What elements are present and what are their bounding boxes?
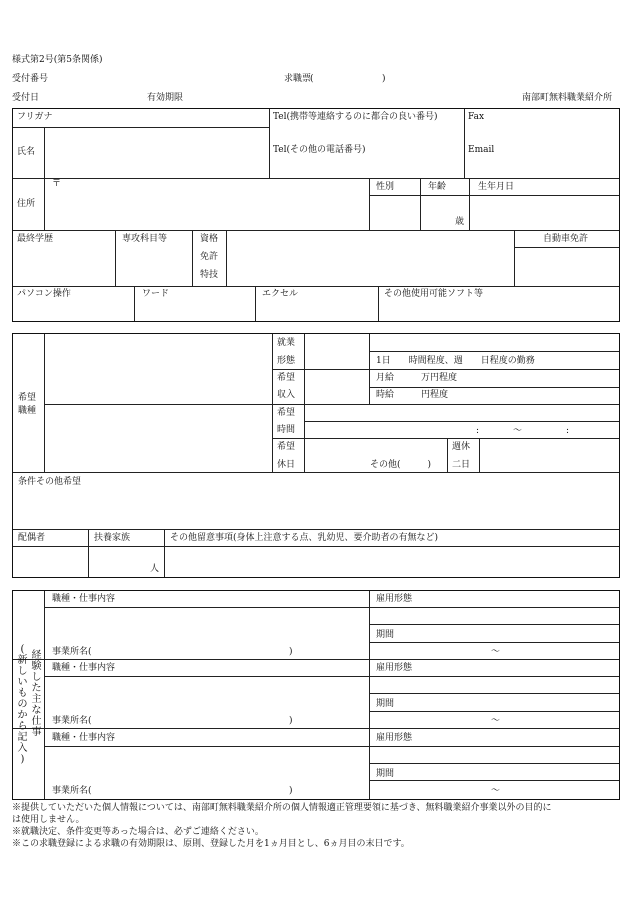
excel-label: エクセル: [262, 289, 299, 299]
form-number: 様式第2号(第5条関係): [12, 55, 103, 65]
dependents-label: 扶養家族: [94, 533, 131, 543]
job-slip-label: 求職票: [284, 74, 312, 84]
receipt-number-label: 受付番号: [12, 74, 49, 84]
education-label: 最終学歴: [17, 234, 54, 244]
company-close: ): [289, 786, 293, 796]
paren-open: (: [310, 74, 314, 84]
company-close: ): [289, 716, 293, 726]
spouse-label: 配偶者: [18, 533, 46, 543]
period-tilde: 〜: [491, 786, 501, 796]
gender-label: 性別: [376, 182, 395, 192]
income-label-2: 収入: [277, 390, 296, 400]
time-colon-2: :: [566, 426, 570, 436]
work-history-side-label-1: ( 新 し い も の か ら 記 入 ): [17, 644, 28, 765]
holiday-other-text: その他( ): [370, 460, 432, 470]
expiry-label: 有効期限: [147, 93, 184, 103]
notes-label: その他留意事項(身体上注意する点、乳幼児、要介助者の有無など): [170, 533, 439, 543]
dependents-unit: 人: [150, 564, 160, 574]
company-label: 事業所名(: [52, 786, 92, 796]
office-name: 南部町無料職業紹介所: [522, 93, 613, 103]
skill-label: 特技: [200, 270, 219, 280]
furigana-label: フリガナ: [17, 112, 53, 122]
privacy-note-line2: は使用しません。: [12, 815, 85, 825]
other-software-label: その他使用可能ソフト等: [384, 289, 484, 299]
period-tilde: 〜: [491, 716, 501, 726]
desired-job-label-1: 希望: [18, 393, 37, 403]
company-label: 事業所名(: [52, 716, 92, 726]
time-tilde: 〜: [513, 426, 523, 436]
tel-contact-label: Tel(携帯等連絡するのに都合の良い番号): [273, 112, 438, 122]
work-days-text: 1日 時間程度、週 日程度の勤務: [376, 356, 535, 366]
income-label-1: 希望: [277, 373, 296, 383]
major-label: 専攻科目等: [122, 234, 168, 244]
age-unit: 歳: [455, 217, 465, 227]
postal-mark: 〒: [52, 179, 62, 189]
hours-label-2: 時間: [277, 425, 296, 435]
other-conditions-label: 条件その他希望: [18, 477, 82, 487]
hours-label-1: 希望: [277, 408, 296, 418]
desired-job-label-2: 職種: [18, 406, 37, 416]
employment-type-label: 雇用形態: [376, 663, 413, 673]
fax-label: Fax: [468, 112, 485, 122]
driver-license-label: 自動車免許: [543, 234, 589, 244]
job-content-label: 職種・仕事内容: [52, 733, 116, 743]
time-colon-1: :: [476, 426, 480, 436]
tel-other-label: Tel(その他の電話番号): [273, 145, 366, 155]
license-label: 免許: [200, 252, 219, 262]
receipt-date-label: 受付日: [12, 93, 40, 103]
privacy-note-line1: ※提供していただいた個人情報については、南部町無料職業紹介所の個人情報適正管理要領に基づき、無料職業紹介事業以外の目的に: [12, 803, 552, 813]
holiday-label-2: 休日: [277, 460, 296, 470]
validity-note: ※この求職登録による求職の有効期限は、原則、登録した月を1ヵ月目とし、6ヵ月目の末日です。: [12, 839, 410, 849]
period-tilde: 〜: [491, 647, 501, 657]
name-label: 氏名: [17, 147, 36, 157]
contact-note: ※就職決定、条件変更等あった場合は、必ずご連絡ください。: [12, 827, 264, 837]
birthdate-label: 生年月日: [478, 182, 515, 192]
company-close: ): [289, 647, 293, 657]
weekly-off-label-1: 週休: [452, 442, 471, 452]
paren-close: ): [382, 74, 386, 84]
employment-type-label: 雇用形態: [376, 594, 413, 604]
company-label: 事業所名(: [52, 647, 92, 657]
address-label: 住所: [17, 199, 36, 209]
monthly-pay-text: 月給 万円程度: [376, 373, 458, 383]
age-label: 年齢: [428, 182, 447, 192]
pc-skill-label: パソコン操作: [17, 289, 71, 299]
employment-type-label: 雇用形態: [376, 733, 413, 743]
word-label: ワード: [142, 289, 170, 299]
holiday-label-1: 希望: [277, 442, 296, 452]
work-history-side-label-2: 経 験 し た 主 な 仕 事: [31, 650, 42, 738]
qualification-label: 資格: [200, 234, 219, 244]
hourly-pay-text: 時給 円程度: [376, 390, 449, 400]
personal-info-section: [12, 108, 620, 322]
work-history-section: [12, 590, 620, 800]
period-label: 期間: [376, 630, 395, 640]
employment-label-2: 形態: [277, 356, 296, 366]
job-content-label: 職種・仕事内容: [52, 663, 116, 673]
job-content-label: 職種・仕事内容: [52, 594, 116, 604]
period-label: 期間: [376, 769, 395, 779]
period-label: 期間: [376, 699, 395, 709]
email-label: Email: [468, 145, 495, 155]
weekly-off-label-2: 二日: [452, 460, 471, 470]
employment-label-1: 就業: [277, 338, 296, 348]
